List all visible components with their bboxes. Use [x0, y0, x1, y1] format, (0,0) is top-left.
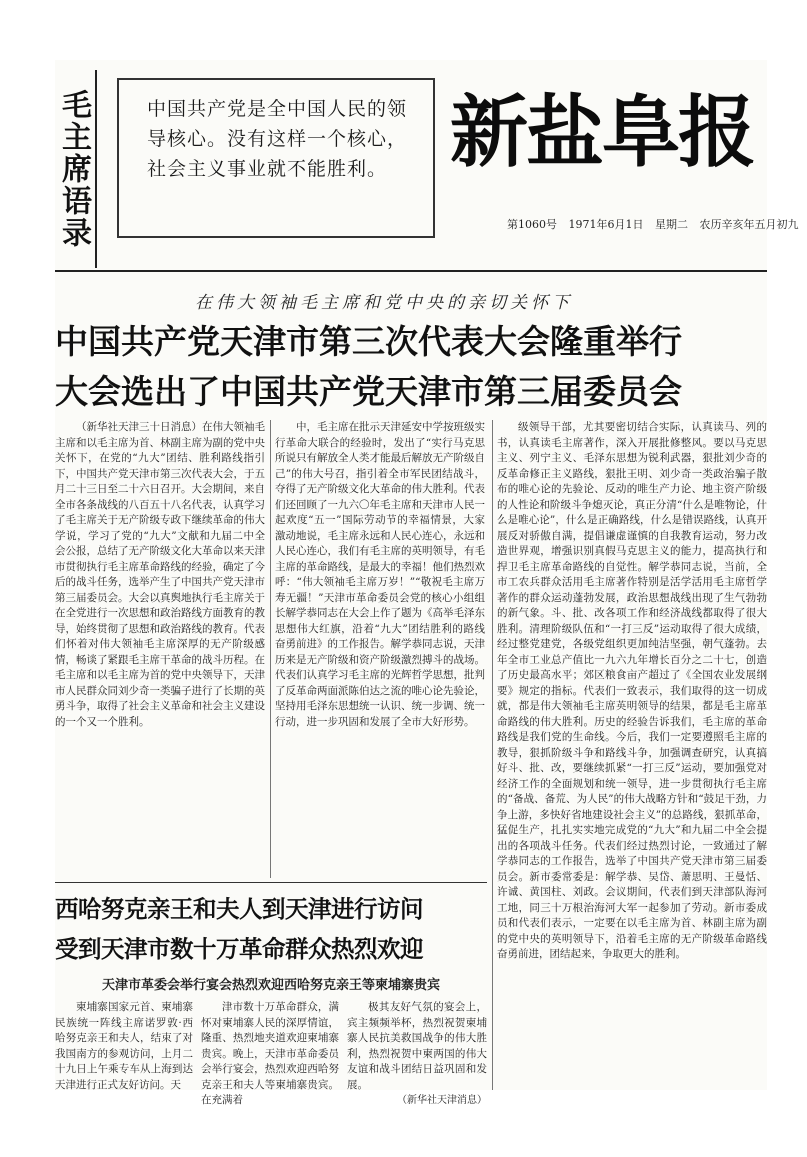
issue-lunar-date: 农历辛亥年五月初九 [699, 218, 799, 231]
second-column-3-text: 极其友好气氛的宴会上，宾主频频举杯，热烈祝贺柬埔寨人民抗美救国战争的伟大胜利，热烈祝贺中柬两国的伟大友谊和战斗团结日益巩固和发展。 [347, 1001, 487, 1091]
second-dateline: （新华社天津消息） [397, 1095, 487, 1106]
issue-date: 1971年6月1日 [568, 218, 644, 231]
column-divider [270, 420, 271, 878]
lead-column-1-text: （新华社天津三十日消息）在伟大领袖毛主席和以毛主席为首、林副主席为副的党中央关怀下，在党的“九大”团结、胜利路线指引下，中国共产党天津市第三次代表大会，于五月二十三日至二十六日召开。大会期间，来自全市各条战线的八百五十八名代表，认真学习了毛主席关于无产阶级专政下继续革命的伟大学说，学习了党的“九大”文献和九届二中全会公报，总结了无产阶级文化大革命以来天津市贯彻执行毛主席革命路线的经验，确定了今后的战斗任务，选举产生了中国共产党天津市第三届委员会。大会以真舆地执行毛主席关于在全党进行一次思想和政治路线方面教育的教导，始终贯彻了思想和政治路线的教育。代表们怀着对伟大领袖毛主席深厚的无产阶级感情，畅谈了紧跟毛主席干革命的战斗历程。在毛主席和以毛主席为首的党中央领导下，天津市人民群众同刘少奇一类骗子进行了长期的英勇斗争，取得了社会主义革命和社会主义建设的一个又一个胜利。 [55, 421, 265, 728]
issue-info [507, 216, 799, 232]
newspaper-page [55, 60, 799, 1106]
second-column-1-text: 柬埔寨国家元首、柬埔寨民族统一阵线主席诺罗敦·西哈努克亲王和夫人，结束了对我国南方的参观访问，上月二十九日上午乘专车从上海到达天津进行正式友好访问。天 [55, 1001, 193, 1091]
lead-headline-2: 大会选出了中国共产党天津市第三届委员会 [55, 372, 682, 411]
lead-column-2 [275, 420, 485, 878]
second-column-2-text: 津市数十万革命群众，满怀对柬埔寨人民的深厚情谊，隆重、热烈地夹道欢迎柬埔寨贵宾。晚上，天津市革命委员会举行宴会，热烈欢迎西哈努克亲王和夫人等柬埔寨贵宾。在充满着 [201, 1001, 339, 1106]
middle-divider [55, 882, 487, 883]
quotation-label: 毛主席语录 [55, 70, 97, 268]
issue-number: 第1060号 [507, 218, 557, 231]
second-deck: 天津市革委会举行宴会热烈欢迎西哈努克亲王等柬埔寨贵宾 [101, 978, 440, 993]
second-column-1 [55, 1000, 193, 1090]
column-divider [492, 420, 493, 1090]
issue-weekday: 星期二 [655, 218, 688, 231]
lead-column-3-text: 级领导干部，尤其要密切结合实际，认真读马、列的书，认真读毛主席著作，深入开展批修整风。要以马克思主义、列宁主义、毛泽东思想为锐利武器，狠批刘少奇的反革命修正主义路线，狠批王明、刘少奇一类政治骗子散布的唯心论的先验论、反动的唯生产力论、地主资产阶级的人性论和阶级斗争熄灭论，真正分清“什么是唯物论，什么是唯心论”，什么是正确路线，什么是错误路线，认真开展反对骄傲自满，提倡谦虚谨慎的自我教育运动，努力改造世界观，增强识别真假马克思主义的能力，提高执行和捍卫毛主席革命路线的自觉性。解学恭同志说，当前，全市工农兵群众活用毛主席著作特别是活学活用毛主席哲学著作的群众运动蓬勃发展，政治思想战线出现了生气勃勃的新气象。斗、批、改各项工作和经济战线都取得了很大胜利。清理阶级队伍和“一打三反”运动取得了很大成绩，经过整党建党，各级党组织更加纯洁坚强，朝气蓬勃。去年全市工业总产值比一九六九年增长百分之二十七，创造了历史最高水平；郊区粮食亩产超过了《全国农业发展纲要》规定的指标。代表们一致表示，我们取得的这一切成就，都是伟大领袖毛主席英明领导的结果，都是毛主席革命路线的伟大胜利。历史的经验告诉我们，毛主席的革命路线是我们党的生命线。今后，我们一定要遵照毛主席的教导，狠抓阶级斗争和路线斗争，加强调查研究，认真搞好斗、批、改，要继续抓紧“一打三反”运动，要加强党对经济工作的全面规划和统一领导，进一步贯彻执行毛主席的“备战、备荒、为人民”的伟大战略方针和“鼓足干劲，力争上游，多快好省地建设社会主义”的总路线，狠抓革命，猛促生产，扎扎实实地完成党的“九大”和九届二中全会提出的各项战斗任务。代表们经过热烈讨论，一致通过了解学恭同志的工作报告，选举了中国共产党天津市第三届委员会。新市委常委是：解学恭、吴岱、萧思明、王曼恬、许诚、黄国柱、刘政。会议期间，代表们到天津部队海河工地，同三十万根治海河大军一起参加了劳动。新市委成员和代表们表示，一定要在以毛主席为首、林副主席为副的党中央的英明领导下，沿着毛主席的无产阶级革命路线奋勇前进，团结起来，争取更大的胜利。 [497, 421, 767, 960]
lead-column-3 [497, 420, 767, 1080]
second-column-3 [347, 1000, 487, 1106]
lead-kicker: 在伟大领袖毛主席和党中央的亲切关怀下 [195, 293, 573, 313]
second-column-2 [201, 1000, 339, 1106]
lead-headline-1: 中国共产党天津市第三次代表大会隆重举行 [55, 322, 682, 361]
lead-column-1 [55, 420, 265, 878]
second-headline-1: 西哈努克亲王和夫人到天津进行访问 [55, 895, 423, 923]
second-headline-2: 受到天津市数十万革命群众热烈欢迎 [55, 935, 423, 963]
lead-column-2-text: 中，毛主席在批示天津延安中学按班级实行革命大联合的经验时，发出了“实行马克思所说只有解放全人类才能最后解放无产阶级自己”的伟大号召，指引着全市军民团结战斗，夺得了无产阶级文化大革命的伟大胜利。代表们还回顾了一九六〇年毛主席和天津市人民一起欢度“五一”国际劳动节的幸福情景，大家激动地说，毛主席永远和人民心连心，永远和人民心连心，我们有毛主席的英明领导，有毛主席的革命路线，是最大的幸福！他们热烈欢呼：“伟大领袖毛主席万岁！”“敬祝毛主席万寿无疆！”天津市革命委员会党的核心小组组长解学恭同志在大会上作了题为《高举毛泽东思想伟大红旗，沿着“九大”团结胜利的路线奋勇前进》的工作报告。解学恭同志说，天津历来是无产阶级和资产阶级激烈搏斗的战场。代表们认真学习毛主席的光辉哲学思想，批判了反革命两面派陈伯达之流的唯心论先验论，坚持用毛泽东思想统一认识、统一步调、统一行动，进一步巩固和发展了全市大好形势。 [275, 421, 485, 728]
quotation-box: 中国共产党是全中国人民的领导核心。没有这样一个核心，社会主义事业就不能胜利。 [117, 78, 435, 238]
top-divider [55, 270, 767, 272]
paper-name: 新盐阜报 [449, 88, 754, 178]
